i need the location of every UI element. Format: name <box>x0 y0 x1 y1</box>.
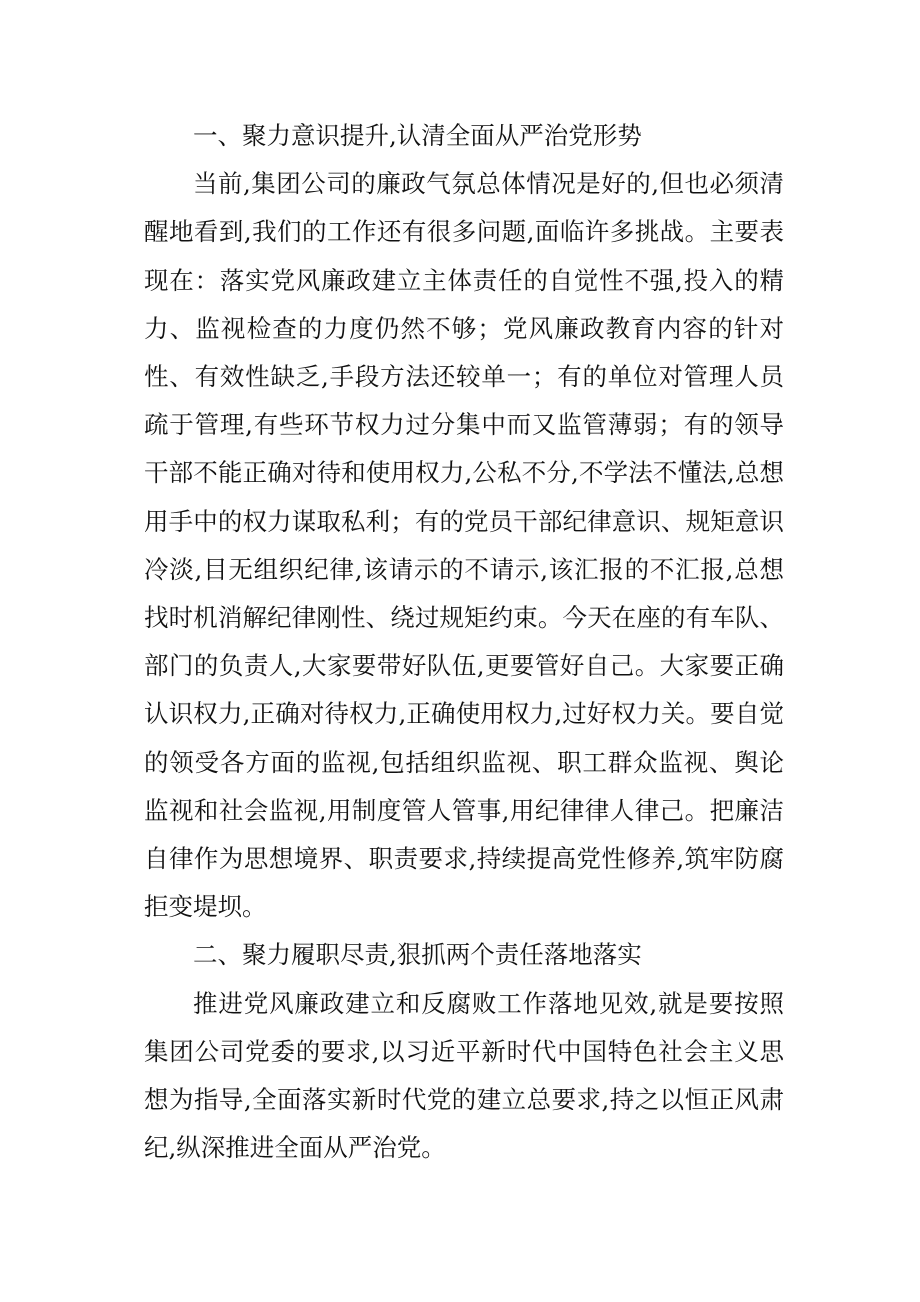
document-body <box>144 112 784 1172</box>
body-paragraph-1: 当前,集团公司的廉政气氛总体情况是好的,但也必须清醒地看到,我们的工作还有很多问题,面临许多挑战。主要表现在：落实党风廉政建立主体责任的自觉性不强,投入的精力、监视检查的力度仍然不够；党风廉政教育内容的针对性、有效性缺乏,手段方法还较单一；有的单位对管理人员疏于管理,有些环节权力过分集中而又监管薄弱；有的领导干部不能正确对待和使用权力,公私不分,不学法不懂法,总想用手中的权力谋取私利；有的党员干部纪律意识、规矩意识冷淡,目无组织纪律,该请示的不请示,该汇报的不汇报,总想找时机消解纪律刚性、绕过规矩约束。今天在座的有车队、部门的负责人,大家要带好队伍,更要管好自己。大家要正确认识权力,正确对待权力,正确使用权力,过好权力关。要自觉的领受各方面的监视,包括组织监视、职工群众监视、舆论监视和社会监视,用制度管人管事,用纪律律人律己。把廉洁自律作为思想境界、职责要求,持续提高党性修养,筑牢防腐拒变堤坝。 <box>144 169 784 922</box>
section-heading-2: 二、聚力履职尽责,狠抓两个责任落地落实 <box>193 940 642 970</box>
body-paragraph-2: 推进党风廉政建立和反腐败工作落地见效,就是要按照集团公司党委的要求,以习近平新时代中国特色社会主义思想为指导,全面落实新时代党的建立总要求,持之以恒正风肃纪,纵深推进全面从严治党。 <box>144 988 784 1163</box>
section-heading-1: 一、聚力意识提升,认清全面从严治党形势 <box>193 121 642 150</box>
